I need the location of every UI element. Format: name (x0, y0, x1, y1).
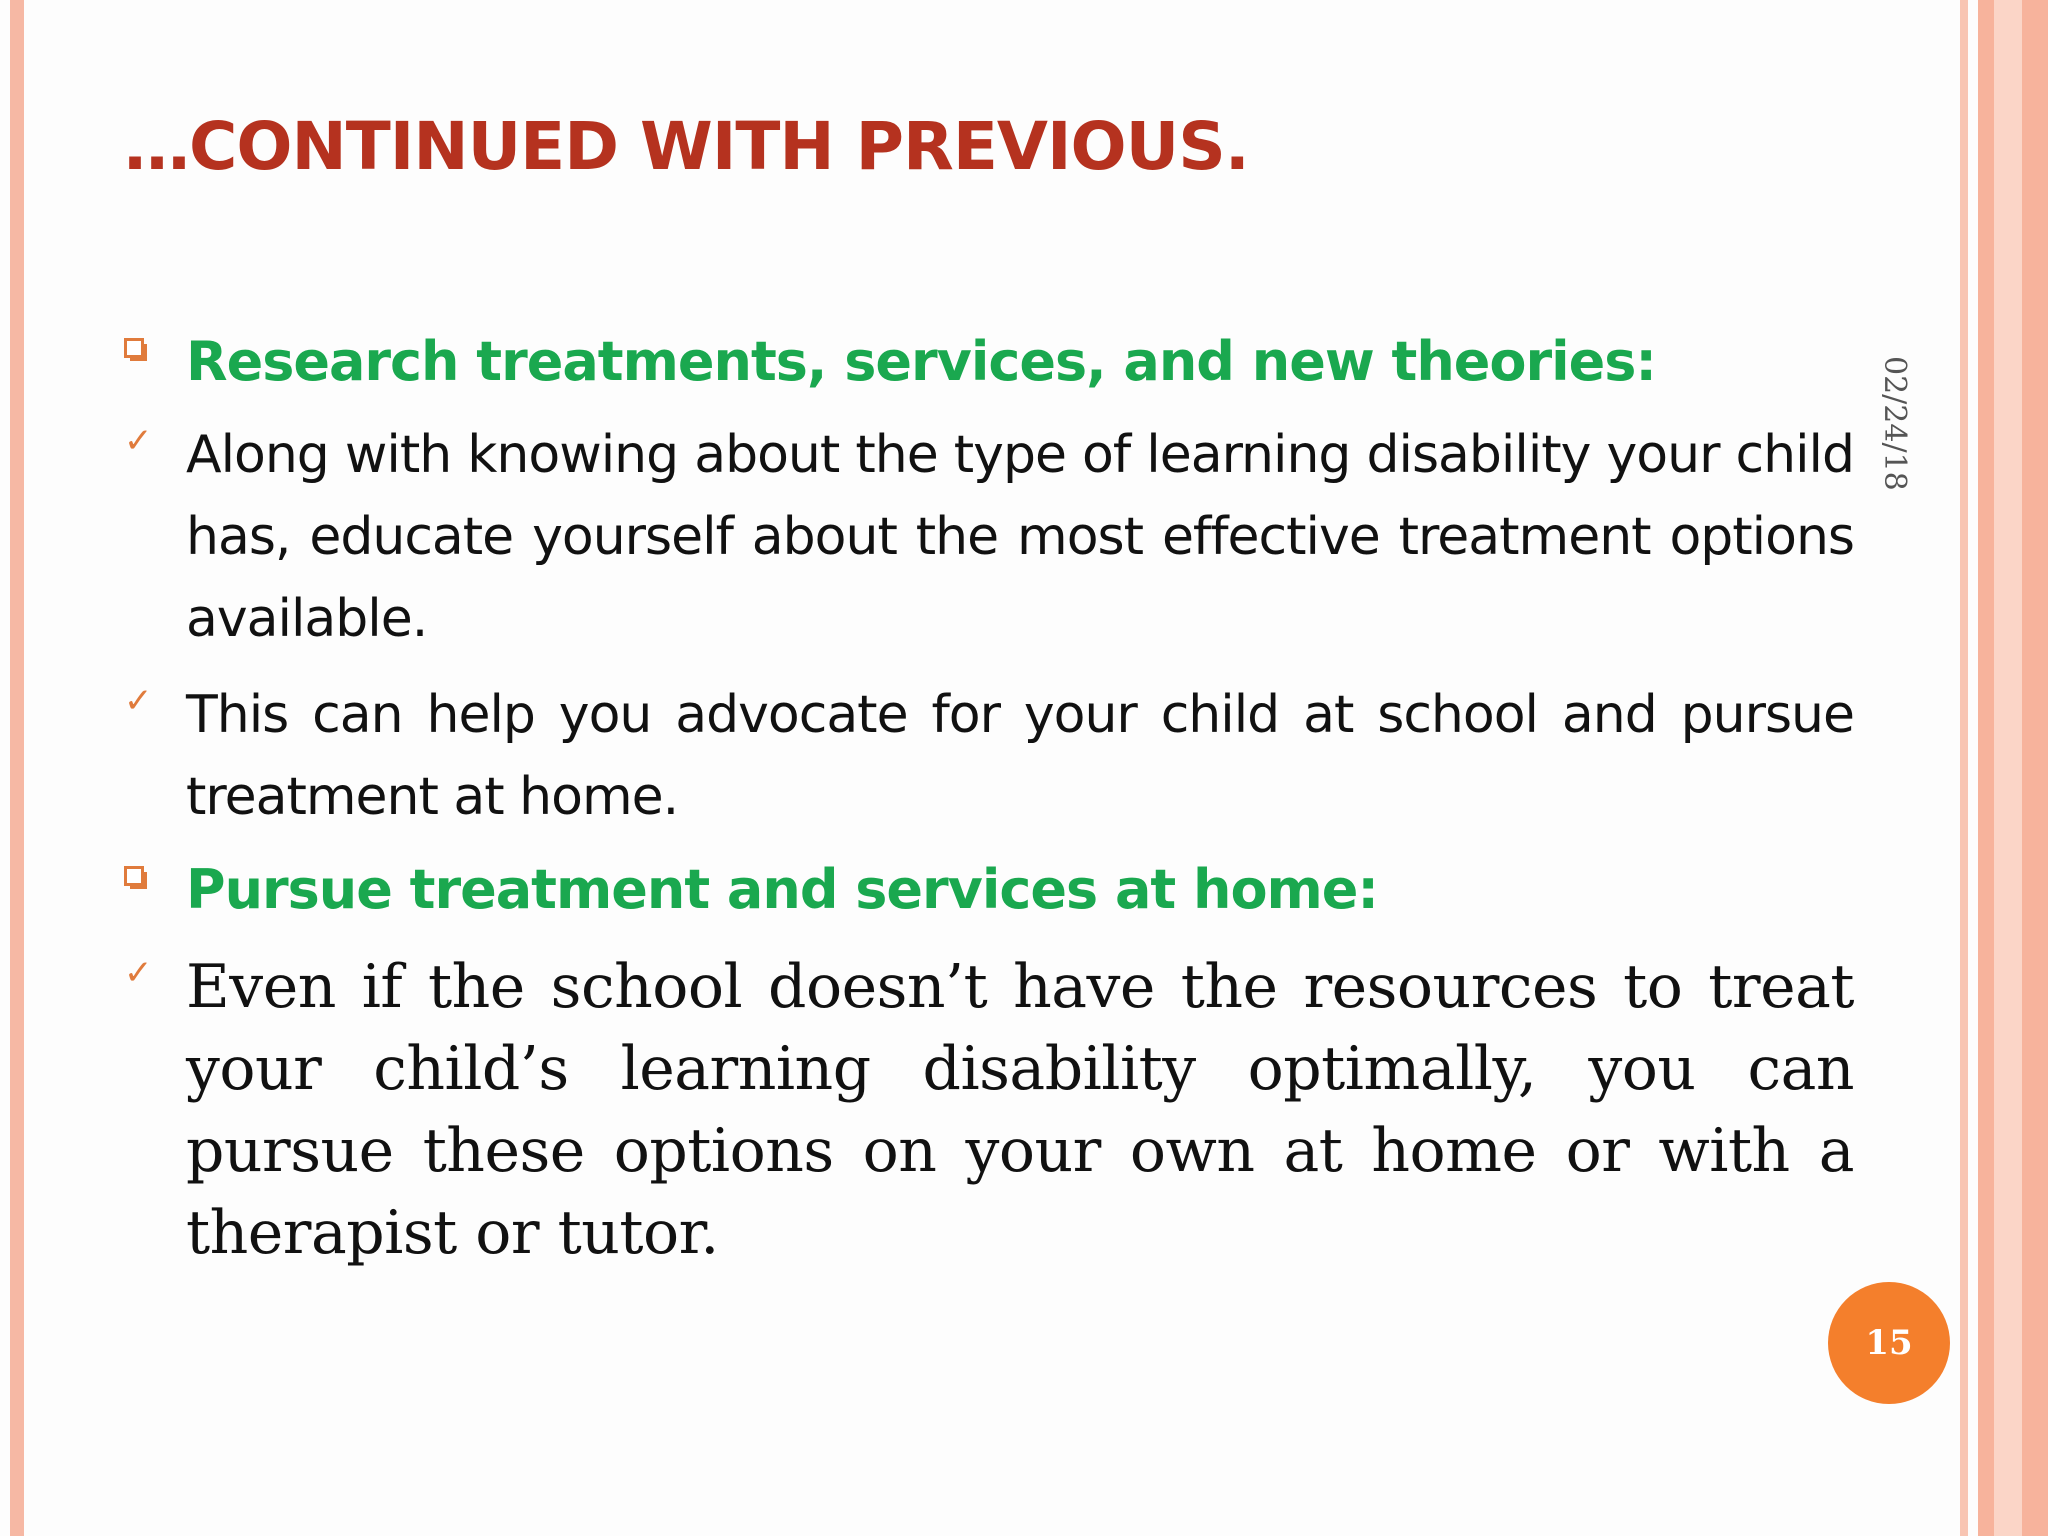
section-heading-row (124, 848, 1854, 932)
checkmark-icon: ✓ (124, 421, 153, 461)
right-border-stripe (1960, 0, 1968, 1536)
slide-title: …CONTINUED WITH PREVIOUS. (124, 108, 1249, 185)
bullet-text: Along with knowing about the type of learning disability your child has, educate yourself about the most effective treatment options available. (186, 425, 1854, 649)
left-border-stripe (10, 0, 24, 1536)
bullet-text: This can help you advocate for your child at school and pursue treatment at home. (186, 685, 1854, 827)
section-heading: Pursue treatment and services at home: (186, 858, 1379, 921)
checkmark-icon: ✓ (124, 681, 153, 721)
slide-content (124, 320, 1854, 1274)
bullet-point (124, 946, 1854, 1274)
bullet-text: Even if the school doesn’t have the resources to treat your child’s learning disability optimally, you can pursue these options on your own at home or with a therapist or tutor. (186, 952, 1854, 1268)
checkbox-outline-icon (124, 866, 148, 890)
right-border-stripe (1994, 0, 2022, 1536)
page-number: 15 (1865, 1323, 1913, 1363)
bullet-point (124, 414, 1854, 660)
bullet-point (124, 674, 1854, 838)
section-heading: Research treatments, services, and new theories: (186, 330, 1656, 393)
section-heading-row (124, 320, 1854, 404)
checkmark-icon: ✓ (124, 953, 153, 993)
page-number-badge (1828, 1282, 1950, 1404)
right-border-stripe (2022, 0, 2048, 1536)
checkbox-outline-icon (124, 338, 148, 362)
right-border-stripe (1978, 0, 1994, 1536)
slide-date: 02/24/18 (1877, 356, 1912, 491)
